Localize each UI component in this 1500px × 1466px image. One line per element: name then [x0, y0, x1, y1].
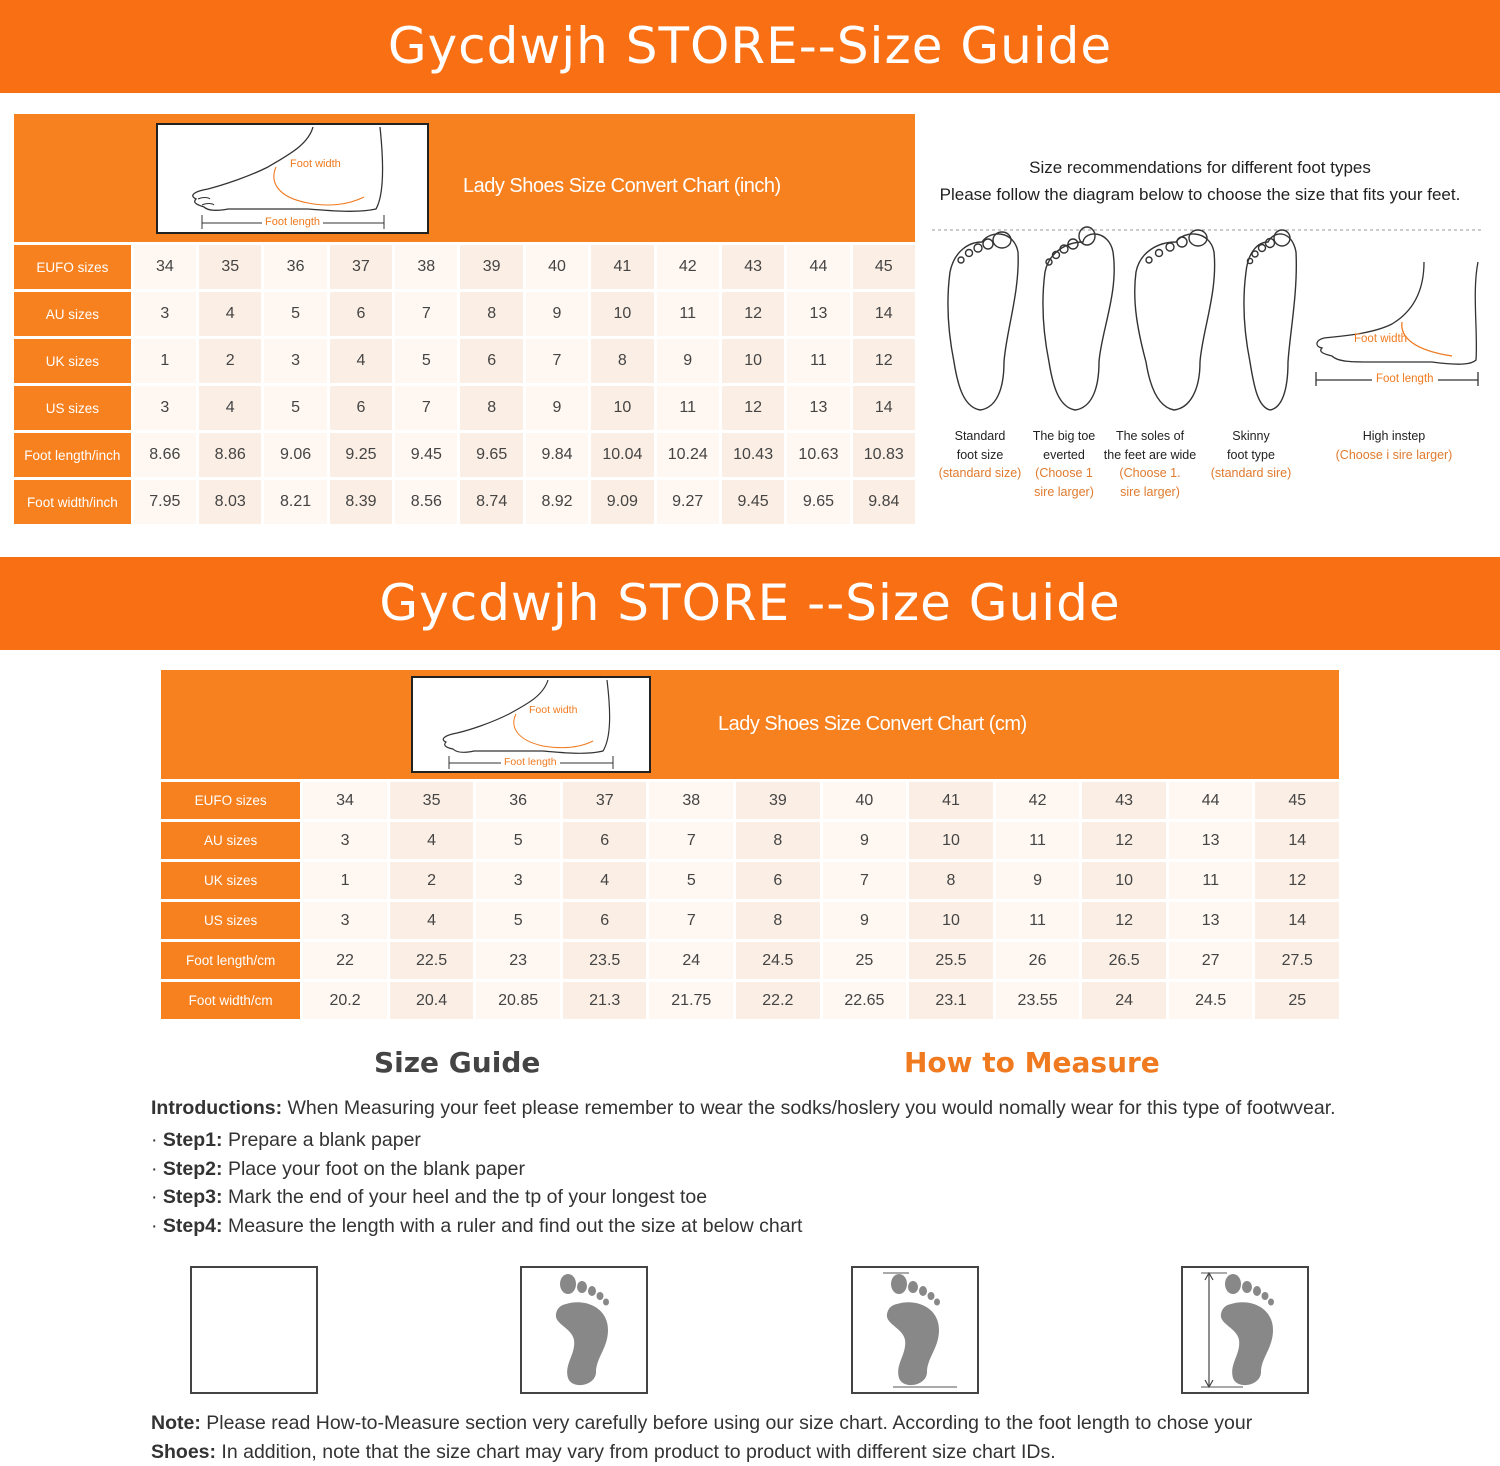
table-cell: 10	[909, 822, 993, 859]
instep-foot-width-label: Foot width	[1354, 333, 1408, 345]
table-cell: 39	[736, 782, 820, 819]
table-cell: 8.39	[330, 480, 392, 524]
step3-mark-foot	[851, 1266, 979, 1394]
step-label: Step2:	[162, 1158, 223, 1180]
table-cell: 4	[390, 902, 474, 939]
how-to-measure-title: How to Measure	[904, 1046, 1160, 1079]
table-cell: 27	[1169, 942, 1253, 979]
table-cell: 22	[303, 942, 387, 979]
table-cell: 8.66	[134, 433, 196, 477]
table-cell: 26.5	[1082, 942, 1166, 979]
table-cell: 4	[199, 386, 261, 430]
table-cell: 2	[199, 339, 261, 383]
table-cell: 13	[787, 386, 849, 430]
table-cell: 11	[996, 822, 1080, 859]
row-label: Foot width/inch	[14, 480, 131, 524]
table-cell: 24.5	[736, 942, 820, 979]
table-cell: 9	[996, 862, 1080, 899]
step-label: Step1:	[162, 1129, 223, 1151]
table-cell: 11	[657, 292, 719, 336]
table-cell: 4	[563, 862, 647, 899]
table-cell: 10	[1082, 862, 1166, 899]
step-1: · Step1: Prepare a blank paper	[151, 1129, 421, 1151]
foot-type-line: (Choose 1.	[1119, 466, 1181, 480]
table-cell: 13	[1169, 822, 1253, 859]
foot-length-label: Foot length	[262, 216, 323, 228]
table-cell: 4	[390, 822, 474, 859]
table-cell: 12	[722, 292, 784, 336]
cm-foot-length-label: Foot length	[501, 756, 560, 768]
table-cell: 8.03	[199, 480, 261, 524]
table-row	[161, 822, 1339, 859]
table-cell: 20.4	[390, 982, 474, 1019]
banner-top-title: Gycdwjh STORE--Size Guide	[387, 17, 1113, 75]
skinny-foot-icon	[1244, 230, 1296, 410]
table-cell: 3	[264, 339, 326, 383]
table-cell: 43	[1082, 782, 1166, 819]
row-label: US sizes	[161, 902, 300, 939]
foot-type-line: (Choose 1	[1035, 466, 1093, 480]
step4-measure-length	[1181, 1266, 1309, 1394]
size-guide-title: Size Guide	[374, 1046, 541, 1079]
table-row	[161, 942, 1339, 979]
shoes-text	[151, 1441, 1056, 1464]
table-cell: 6	[736, 862, 820, 899]
cm-chart-title: Lady Shoes Size Convert Chart (cm)	[718, 713, 1027, 735]
cm-foot-diagram	[411, 676, 651, 773]
table-cell: 37	[563, 782, 647, 819]
table-cell: 6	[330, 292, 392, 336]
standard-foot-icon	[948, 232, 1018, 410]
table-cell: 14	[853, 292, 915, 336]
table-cell: 34	[303, 782, 387, 819]
table-cell: 9	[526, 292, 588, 336]
table-cell: 10	[722, 339, 784, 383]
row-label: EUFO sizes	[14, 245, 131, 289]
table-cell: 12	[1082, 822, 1166, 859]
table-cell: 44	[1169, 782, 1253, 819]
table-cell: 20.2	[303, 982, 387, 1019]
table-cell: 13	[787, 292, 849, 336]
table-cell: 22.2	[736, 982, 820, 1019]
table-cell: 8	[909, 862, 993, 899]
table-row	[14, 386, 915, 430]
table-cell: 35	[199, 245, 261, 289]
table-cell: 5	[476, 822, 560, 859]
table-cell: 45	[853, 245, 915, 289]
table-cell: 7	[526, 339, 588, 383]
table-cell: 24	[649, 942, 733, 979]
table-cell: 10	[591, 386, 653, 430]
table-cell: 5	[264, 292, 326, 336]
table-cell: 10	[909, 902, 993, 939]
table-cell: 5	[395, 339, 457, 383]
step-text: Place your foot on the blank paper	[222, 1158, 525, 1180]
step-label: Step3:	[162, 1186, 223, 1208]
foot-type-line: foot type	[1227, 447, 1275, 462]
note-label: Note:	[151, 1412, 201, 1434]
table-cell: 21.3	[563, 982, 647, 1019]
table-cell: 8	[591, 339, 653, 383]
table-cell: 41	[909, 782, 993, 819]
table-cell: 5	[264, 386, 326, 430]
row-label: US sizes	[14, 386, 131, 430]
step2-foot-on-paper	[520, 1266, 648, 1394]
note-body: Please read How-to-Measure section very carefully before using our size chart. According to the foot length to chose your	[200, 1412, 1253, 1434]
table-cell: 42	[996, 782, 1080, 819]
table-cell: 4	[199, 292, 261, 336]
foot-type-label	[1181, 427, 1321, 483]
table-cell: 9.65	[460, 433, 522, 477]
table-cell: 8	[460, 386, 522, 430]
cm-foot-width-label: Foot width	[529, 704, 578, 716]
table-cell: 9.45	[395, 433, 457, 477]
table-row	[161, 782, 1339, 819]
table-cell: 45	[1255, 782, 1339, 819]
intro-body: When Measuring your feet please remember to wear the sodks/hoslery you would nomally wear for this type of footwvear.	[282, 1097, 1336, 1119]
inch-chart-title: Lady Shoes Size Convert Chart (inch)	[463, 175, 781, 197]
step1-blank-paper	[190, 1266, 318, 1394]
table-cell: 25	[823, 942, 907, 979]
foot-type-line: everted	[1043, 447, 1085, 462]
table-cell: 40	[823, 782, 907, 819]
step-text: Mark the end of your heel and the tp of your longest toe	[222, 1186, 708, 1208]
table-cell: 1	[134, 339, 196, 383]
row-label: UK sizes	[161, 862, 300, 899]
table-cell: 8.92	[526, 480, 588, 524]
table-cell: 9.65	[787, 480, 849, 524]
table-cell: 27.5	[1255, 942, 1339, 979]
foot-type-line: The big toe	[1032, 429, 1096, 443]
foot-type-line: (standard sire)	[1210, 466, 1292, 480]
foot-type-label	[1324, 427, 1464, 464]
table-cell: 9.84	[853, 480, 915, 524]
step-text: Measure the length with a ruler and find out the size at below chart	[222, 1215, 803, 1237]
table-row	[161, 902, 1339, 939]
foot-type-line: (standard size)	[938, 466, 1022, 480]
table-cell: 23.5	[563, 942, 647, 979]
shoes-label: Shoes:	[151, 1441, 217, 1463]
step-2: · Step2: Place your foot on the blank paper	[151, 1158, 525, 1180]
table-cell: 41	[591, 245, 653, 289]
table-cell: 5	[476, 902, 560, 939]
table-cell: 7	[649, 822, 733, 859]
table-cell: 44	[787, 245, 849, 289]
row-label: AU sizes	[14, 292, 131, 336]
step-4: · Step4: Measure the length with a ruler and find out the size at below chart	[151, 1215, 803, 1237]
foot-type-line: The soles of	[1115, 429, 1185, 443]
foot-type-line: sire larger)	[1034, 484, 1094, 499]
table-cell: 6	[330, 386, 392, 430]
row-label: AU sizes	[161, 822, 300, 859]
table-cell: 24.5	[1169, 982, 1253, 1019]
table-cell: 6	[563, 902, 647, 939]
table-cell: 25	[1255, 982, 1339, 1019]
table-cell: 37	[330, 245, 392, 289]
table-cell: 13	[1169, 902, 1253, 939]
table-cell: 8.74	[460, 480, 522, 524]
step-text: Prepare a blank paper	[222, 1129, 421, 1151]
table-cell: 8	[460, 292, 522, 336]
note-text	[151, 1412, 1252, 1435]
step-label: Step4:	[162, 1215, 223, 1237]
table-row	[14, 339, 915, 383]
foot-type-line: Skinny	[1232, 429, 1270, 443]
recommend-line2: Please follow the diagram below to choose the size that fits your feet.	[939, 185, 1461, 204]
table-row	[14, 292, 915, 336]
table-cell: 14	[853, 386, 915, 430]
table-cell: 12	[853, 339, 915, 383]
table-cell: 3	[476, 862, 560, 899]
table-cell: 8.21	[264, 480, 326, 524]
table-cell: 38	[649, 782, 733, 819]
table-cell: 11	[996, 902, 1080, 939]
foot-type-line: foot size	[956, 447, 1004, 462]
instep-foot-length-label: Foot length	[1372, 373, 1438, 385]
table-cell: 11	[657, 386, 719, 430]
table-cell: 23.1	[909, 982, 993, 1019]
table-cell: 22.5	[390, 942, 474, 979]
table-cell: 7	[823, 862, 907, 899]
table-cell: 25.5	[909, 942, 993, 979]
table-cell: 9.06	[264, 433, 326, 477]
table-row	[161, 862, 1339, 899]
table-cell: 3	[303, 822, 387, 859]
table-cell: 7	[395, 386, 457, 430]
foot-width-label: Foot width	[290, 158, 341, 170]
table-cell: 23	[476, 942, 560, 979]
table-cell: 39	[460, 245, 522, 289]
table-cell: 10.04	[591, 433, 653, 477]
foot-type-line: the feet are wide	[1103, 447, 1197, 462]
table-cell: 7.95	[134, 480, 196, 524]
table-cell: 10.63	[787, 433, 849, 477]
table-cell: 10.83	[853, 433, 915, 477]
table-cell: 14	[1255, 902, 1339, 939]
table-cell: 12	[1082, 902, 1166, 939]
table-cell: 10.43	[722, 433, 784, 477]
table-cell: 9.09	[591, 480, 653, 524]
shoes-body: In addition, note that the size chart may vary from product to product with different size chart IDs.	[216, 1441, 1056, 1463]
table-cell: 20.85	[476, 982, 560, 1019]
table-cell: 26	[996, 942, 1080, 979]
row-label: UK sizes	[14, 339, 131, 383]
table-cell: 9	[823, 822, 907, 859]
table-cell: 34	[134, 245, 196, 289]
banner-middle	[0, 557, 1500, 650]
recommend-line1: Size recommendations for different foot types	[1029, 158, 1371, 177]
table-cell: 40	[526, 245, 588, 289]
row-label: Foot length/inch	[14, 433, 131, 477]
table-cell: 9.84	[526, 433, 588, 477]
big-toe-foot-icon	[1043, 227, 1114, 410]
table-cell: 7	[649, 902, 733, 939]
foot-type-line: sire larger)	[1120, 484, 1180, 499]
table-cell: 11	[1169, 862, 1253, 899]
table-row	[14, 245, 915, 289]
table-cell: 8	[736, 902, 820, 939]
foot-types-illustration	[932, 222, 1484, 422]
footprint-icon	[522, 1268, 646, 1392]
table-cell: 12	[722, 386, 784, 430]
table-cell: 8.86	[199, 433, 261, 477]
step-3: · Step3: Mark the end of your heel and the tp of your longest toe	[151, 1186, 708, 1208]
table-cell: 3	[134, 292, 196, 336]
table-cell: 9.25	[330, 433, 392, 477]
table-cell: 35	[390, 782, 474, 819]
table-cell: 23.55	[996, 982, 1080, 1019]
table-cell: 3	[134, 386, 196, 430]
table-row	[161, 982, 1339, 1019]
table-cell: 21.75	[649, 982, 733, 1019]
table-cell: 12	[1255, 862, 1339, 899]
footprint-ruler-icon	[1183, 1268, 1307, 1392]
table-cell: 43	[722, 245, 784, 289]
table-row	[14, 433, 915, 477]
footprint-marked-icon	[853, 1268, 977, 1392]
inch-size-table	[11, 242, 918, 527]
table-cell: 10	[591, 292, 653, 336]
table-cell: 10.24	[657, 433, 719, 477]
table-cell: 22.65	[823, 982, 907, 1019]
table-cell: 9.45	[722, 480, 784, 524]
foot-type-line: Standard	[954, 429, 1006, 443]
foot-type-line: (Choose i sire larger)	[1335, 447, 1453, 462]
intro-label: Introductions:	[151, 1097, 283, 1119]
introduction-text	[151, 1097, 1336, 1120]
table-cell: 6	[460, 339, 522, 383]
table-row	[14, 480, 915, 524]
table-cell: 7	[395, 292, 457, 336]
table-cell: 5	[649, 862, 733, 899]
table-cell: 8	[736, 822, 820, 859]
banner-middle-title: Gycdwjh STORE --Size Guide	[379, 574, 1121, 632]
table-cell: 2	[390, 862, 474, 899]
table-cell: 36	[264, 245, 326, 289]
table-cell: 6	[563, 822, 647, 859]
row-label: EUFO sizes	[161, 782, 300, 819]
table-cell: 9	[657, 339, 719, 383]
table-cell: 24	[1082, 982, 1166, 1019]
cm-size-table	[158, 779, 1342, 1022]
table-cell: 9.27	[657, 480, 719, 524]
table-cell: 14	[1255, 822, 1339, 859]
inch-foot-diagram	[156, 123, 429, 234]
table-cell: 38	[395, 245, 457, 289]
table-cell: 8.56	[395, 480, 457, 524]
wide-foot-icon	[1135, 230, 1215, 410]
table-cell: 36	[476, 782, 560, 819]
table-cell: 9	[526, 386, 588, 430]
high-instep-foot-icon	[1316, 262, 1478, 386]
table-cell: 11	[787, 339, 849, 383]
banner-top	[0, 0, 1500, 93]
table-cell: 3	[303, 902, 387, 939]
table-cell: 4	[330, 339, 392, 383]
table-cell: 1	[303, 862, 387, 899]
row-label: Foot width/cm	[161, 982, 300, 1019]
table-cell: 42	[657, 245, 719, 289]
row-label: Foot length/cm	[161, 942, 300, 979]
table-cell: 9	[823, 902, 907, 939]
foot-type-line: High instep	[1362, 429, 1426, 443]
